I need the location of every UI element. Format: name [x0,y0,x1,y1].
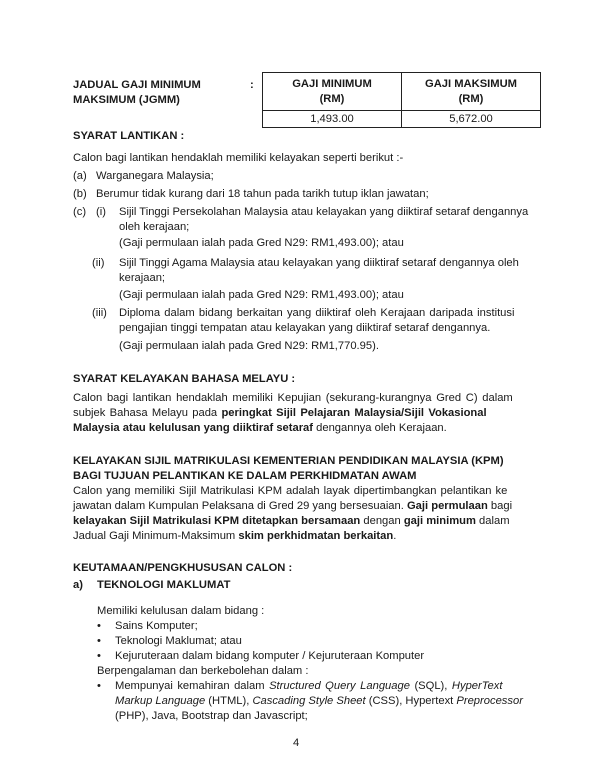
bahasa-line3-bold: Malaysia atau kelulusan yang diiktiraf setaraf [73,422,314,434]
bahasa-line3 [73,421,447,436]
kpm-line3-mid: dengan [360,515,404,527]
kemahiran-line2-mid: (HTML), [205,695,253,707]
max-header-line2: (RM) [458,92,484,105]
kpm-line3-bold: kelayakan Sijil Matrikulasi KPM ditetapkan bersamaan [73,515,361,527]
kemahiran-css: Cascading Style Sheet [252,695,366,707]
keutamaan-a-label: a) [73,579,83,591]
kpm-line3-tail: dalam [475,515,510,527]
kpm-line2 [73,499,512,514]
jgmm-label-line2: MAKSIMUM (JGMM) [73,94,180,106]
max-header-line1: GAJI MAKSIMUM [425,77,517,90]
item-c-ii-label: (ii) [92,257,105,269]
kemahiran-line2 [115,694,523,709]
bahasa-line1: Calon bagi lantikan hendaklah memiliki Kepujian (sekurang-kurangnya Gred C) dalam [73,392,513,404]
bahasa-line2-text: subjek Bahasa Melayu pada [73,407,222,419]
item-c-ii-line2: kerajaan; [119,272,166,284]
kpm-heading-line1: KELAYAKAN SIJIL MATRIKULASI KEMENTERIAN PENDIDIKAN MALAYSIA (KPM) [73,455,504,467]
kpm-line4-text: Jadual Gaji Minimum-Maksimum [73,530,239,542]
min-salary-value: 1,493.00 [263,111,402,128]
item-c-iii-gaji: (Gaji permulaan ialah pada Gred N29: RM1,770.95). [119,340,379,352]
kemahiran-line2-mid2: (CSS), Hypertext [365,695,457,707]
bullet-icon: • [97,620,101,632]
kemahiran-line1 [115,679,502,694]
kemahiran-preprocessor: Preprocessor [456,695,523,707]
kemahiran-hypertext: HyperText [451,680,503,692]
kemahiran-markup: Markup Language [115,695,206,707]
keutamaan-a-title: TEKNOLOGI MAKLUMAT [97,579,231,591]
bullet-icon: • [97,635,101,647]
syarat-intro: Calon bagi lantikan hendaklah memiliki kelayakan seperti berikut :- [73,152,404,164]
item-c-ii-gaji: (Gaji permulaan ialah pada Gred N29: RM1,493.00); atau [119,289,404,301]
item-c-i-line1: Sijil Tinggi Persekolahan Malaysia atau kelayakan yang diiktiraf setaraf dengannya [119,206,529,218]
max-salary-value: 5,672.00 [402,111,541,128]
keutamaan-heading: KEUTAMAAN/PENGKHUSUSAN CALON : [73,562,293,574]
bahasa-line3-text: dengannya oleh Kerajaan. [313,422,447,434]
kpm-line3 [73,514,510,529]
syarat-lantikan-heading: SYARAT LANTIKAN : [73,130,185,142]
min-salary-header [263,73,402,111]
kemahiran-sql: Structured Query Language [269,680,410,692]
kpm-line4-tail: . [393,530,397,542]
bahasa-line2 [73,406,487,421]
bahasa-heading: SYARAT KELAYAKAN BAHASA MELAYU : [73,373,296,385]
kpm-line3-bold2: gaji minimum [403,515,476,527]
salary-table [262,72,541,128]
item-c-iii-line1: Diploma dalam bidang berkaitan yang diiktiraf oleh Kerajaan daripada institusi [119,307,515,319]
bahasa-line2-bold: peringkat Sijil Pelajaran Malaysia/Sijil Vokasional [221,407,487,419]
kemahiran-line3: (PHP), Java, Bootstrap dan Javascript; [115,710,308,722]
item-c-i-line2: oleh kerajaan; [119,221,190,233]
kpm-line4-bold: skim perkhidmatan berkaitan [238,530,394,542]
page-number: 4 [293,737,300,749]
item-c-iii-line2: pengajian tinggi tempatan atau kelayakan yang diiktiraf setaraf dengannya. [119,322,491,334]
max-salary-header [402,73,541,111]
kpm-line2-bold: Gaji permulaan [406,500,488,512]
pengalaman-intro: Berpengalaman dan berkebolehan dalam : [97,665,309,677]
jgmm-colon: : [250,79,254,91]
kelulusan-intro: Memiliki kelulusan dalam bidang : [97,605,265,617]
item-a-label: (a) [73,170,87,182]
kemahiran-line1-mid: (SQL), [409,680,452,692]
item-b-text: Berumur tidak kurang dari 18 tahun pada tarikh tutup iklan jawatan; [96,188,429,200]
bullet-icon: • [97,680,101,692]
item-c-i-gaji: (Gaji permulaan ialah pada Gred N29: RM1,493.00); atau [119,237,404,249]
bullet-icon: • [97,650,101,662]
item-c-i-label: (i) [96,206,106,218]
min-header-line2: (RM) [319,92,345,105]
kpm-line1: Calon yang memiliki Sijil Matrikulasi KPM adalah layak dipertimbangkan pelantikan ke [73,485,508,497]
kpm-heading-line2: BAGI TUJUAN PELANTIKAN KE DALAM PERKHIDMATAN AWAM [73,470,417,482]
jgmm-label [73,78,243,108]
kelulusan-item-2: Teknologi Maklumat; atau [115,635,242,647]
kpm-line4 [73,529,396,544]
min-header-line1: GAJI MINIMUM [292,77,372,90]
kpm-line2-text: jawatan dalam Kumpulan Pelaksana di Gred 29 yang bersesuaian. [73,500,407,512]
kemahiran-line1-text: Mempunyai kemahiran dalam [115,680,270,692]
jgmm-label-line1: JADUAL GAJI MINIMUM [73,79,201,91]
item-c-ii-line1: Sijil Tinggi Agama Malaysia atau kelayakan yang diiktiraf setaraf dengannya oleh [119,257,519,269]
kelulusan-item-1: Sains Komputer; [115,620,198,632]
item-b-label: (b) [73,188,87,200]
kpm-line2-tail: bagi [487,500,513,512]
kelulusan-item-3: Kejuruteraan dalam bidang komputer / Kejuruteraan Komputer [115,650,425,662]
item-a-text: Warganegara Malaysia; [96,170,214,182]
item-c-label: (c) [73,206,87,218]
item-c-iii-label: (iii) [92,307,107,319]
